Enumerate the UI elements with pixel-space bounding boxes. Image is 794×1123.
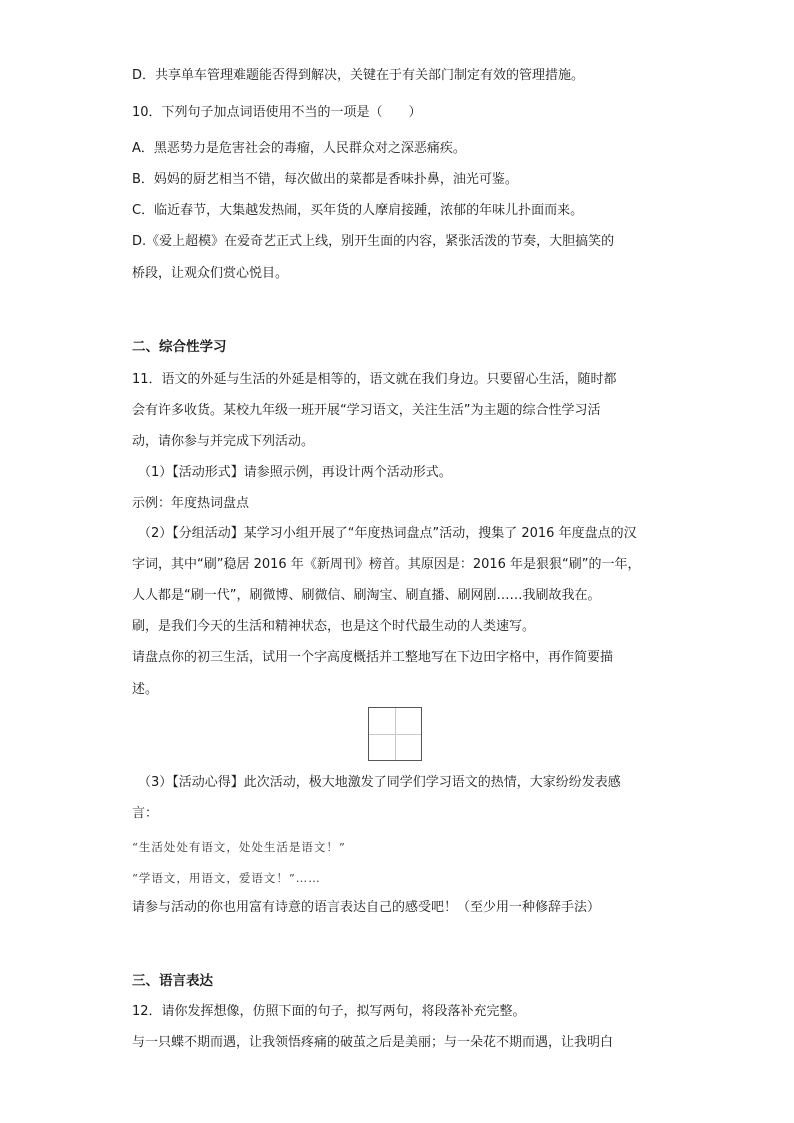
q11-sub2-line6: 述。	[132, 682, 159, 697]
q10-option-c: C．临近春节，大集越发热闹，买年货的人摩肩接踵，浓郁的年味儿扑面而来。	[132, 203, 584, 218]
q11-sub2-line2: 字词，其中“刷”稳居 2016 年《新周刊》榜首。其原因是：2016 年是狠狠“刷”的一年，	[132, 557, 641, 572]
section-heading-comprehensive-study: 二、综合性学习	[132, 339, 227, 355]
q9-option-d: D．共享单车管理难题能否得到解决，关键在于有关部门制定有效的管理措施。	[132, 68, 585, 83]
grid-guide-horizontal	[369, 734, 421, 735]
q10-stem: 10．下列句子加点词语使用不当的一项是（ ）	[132, 105, 422, 120]
q11-line2: 会有许多收货。某校九年级一班开展“学习语文，关注生活”为主题的综合性学习活	[132, 403, 601, 418]
q11-sub2-line5: 请盘点你的初三生活，试用一个字高度概括并工整地写在下边田字格中，再作简要描	[132, 650, 614, 665]
quote-2: “学语文，用语文，爱语文！”……	[132, 871, 321, 885]
q11-sub3-line2: 言：	[132, 806, 159, 821]
q11-sub3-task: 请参与活动的你也用富有诗意的语言表达自己的感受吧！（至少用一种修辞手法）	[132, 900, 601, 915]
q10-option-a: A．黑恶势力是危害社会的毒瘤，人民群众对之深恶痛疾。	[132, 141, 466, 156]
q11-sub1-example: 示例：年度热词盘点	[132, 496, 250, 511]
q11-line3: 动，请你参与并完成下列活动。	[132, 434, 315, 449]
q11-sub2-line3: 人人都是“刷一代”，刷微博、刷微信、刷淘宝、刷直播、刷网剧……我刷故我在。	[132, 588, 601, 603]
q12-text: 与一只蝶不期而遇，让我领悟疼痛的破茧之后是美丽；与一朵花不期而遇，让我明白	[132, 1035, 614, 1050]
section-heading-language-expression: 三、语言表达	[132, 973, 213, 989]
q11-sub2-line1: （2）【分组活动】某学习小组开展了“年度热词盘点”活动，搜集了 2016 年度盘点的汉	[138, 526, 637, 541]
q12-stem: 12．请你发挥想像，仿照下面的句子，拟写两句，将段落补充完整。	[132, 1004, 526, 1019]
q11-sub1: （1）【活动形式】请参照示例，再设计两个活动形式。	[138, 465, 452, 480]
q11-sub2-line4: 刷，是我们今天的生活和精神状态，也是这个时代最生动的人类速写。	[132, 619, 536, 634]
quote-1: “生活处处有语文，处处生活是语文！”	[132, 840, 346, 854]
q10-option-b: B．妈妈的厨艺相当不错，每次做出的菜都是香味扑鼻，油光可鉴。	[132, 172, 518, 187]
q11-line1: 11．语文的外延与生活的外延是相等的，语文就在我们身边。只要留心生活，随时都	[132, 372, 617, 387]
q10-option-d-line1: D.《爱上超模》在爱奇艺正式上线，别开生面的内容，紧张活泼的节奏，大胆搞笑的	[132, 234, 615, 249]
q10-option-d-line2: 桥段，让观众们赏心悦目。	[132, 266, 289, 281]
q11-sub3-line1: （3）【活动心得】此次活动，极大地激发了同学们学习语文的热情，大家纷纷发表感	[138, 775, 621, 790]
tian-zi-ge-writing-box[interactable]	[368, 707, 422, 761]
